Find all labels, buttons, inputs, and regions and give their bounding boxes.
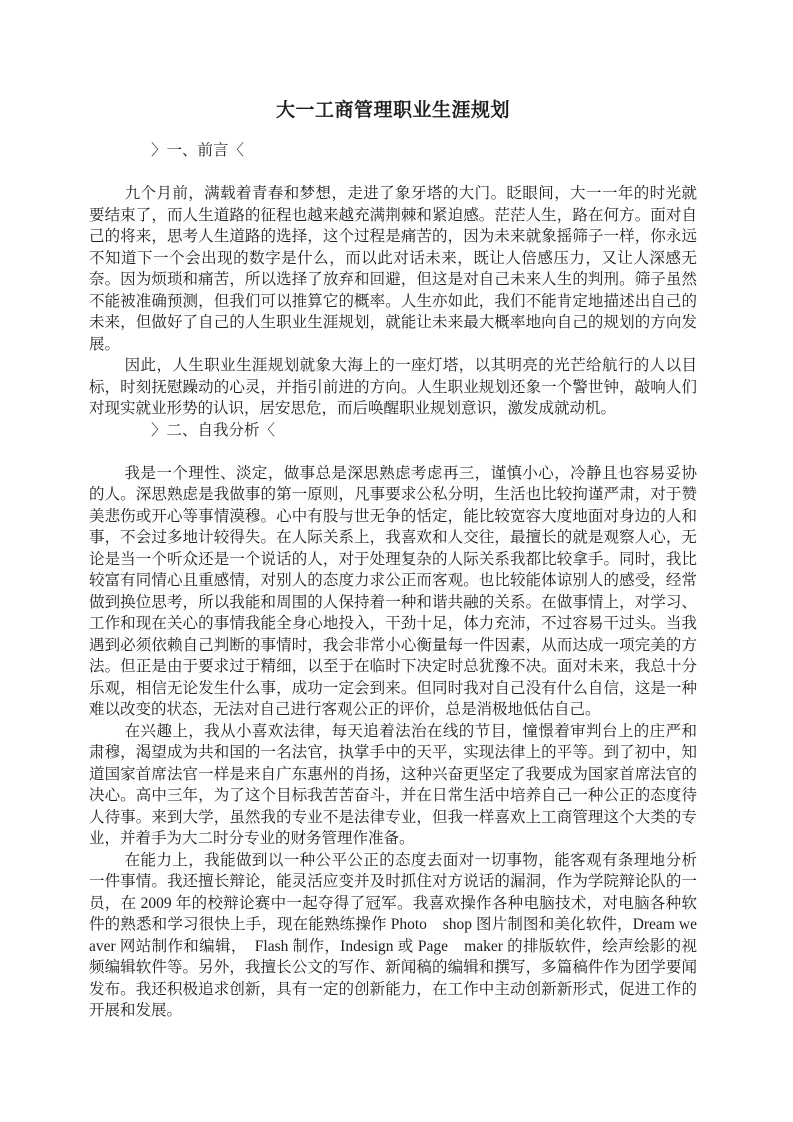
paragraph-personality: 我是一个理性、淡定，做事总是深思熟虑考虑再三，谨慎小心，冷静且也容易妥协的人。深思熟虑是我做事的第一原则，凡事要求公私分明，生活也比较拘谨严肃，对于赞美悲伤或开心等事情漠穆。心中有股与世无争的恬定，能比较宽容大度地面对身边的人和事，不会过多地计较得失。在人际关系上，我喜欢和人交往，最擅长的就是观察人心，无论是当一个听众还是一个说话的人，对于处理复杂的人际关系我都比较拿手。同时，我比较富有同情心且重感情，对别人的态度力求公正而客观。也比较能体谅别人的感受，经常做到换位思考，所以我能和周围的人保持着一种和谐共融的关系。在做事情上，对学习、工作和现在关心的事情我能全身心地投入，干劲十足，体力充沛，不过容易干过头。当我遇到必须依赖自己判断的事情时，我会非常小心衡量每一件因素，从而达成一项完美的方法。但正是由于要求过于精细，以至于在临时下决定时总犹豫不决。面对未来，我总十分乐观，相信无论发生什么事，成功一定会到来。但同时我对自己没有什么自信，这是一种难以改变的状态，无法对自己进行客观公正的评价，总是消极地低估自己。 <box>89 464 697 718</box>
paragraph-interests: 在兴趣上，我从小喜欢法律，每天追着法治在线的节目，憧憬着审判台上的庄严和肃穆，渴望成为共和国的一名法官，执掌手中的天平，实现法律上的平等。到了初中，知道国家首席法官一样是来自广东惠州的肖扬，这种兴奋更坚定了我要成为国家首席法官的决心。高中三年，为了这个目标我苦苦奋斗，并在日常生活中培养自己一种公正的态度待人待事。来到大学，虽然我的专业不是法律专业，但我一样喜欢上工商管理这个大类的专业，并着手为大二时分专业的财务管理作准备。 <box>89 722 697 847</box>
section-heading-foreword: 〉一、前言〈 <box>151 142 245 159</box>
blank-line <box>89 162 697 184</box>
paragraph-foreword-1: 九个月前，满载着青春和梦想，走进了象牙塔的大门。眨眼间，大一一年的时光就要结束了，而人生道路的征程也越来越充满荆棘和紧迫感。茫茫人生，路在何方。面对自己的将来，思考人生道路的选择，这个过程是痛苦的，因为未来就象摇筛子一样，你永远不知道下一个会出现的数字是什么，而以此对话未来，既让人倍感压力，又让人深感无奈。因为烦琐和痛苦，所以选择了放弃和回避，但这是对自己未来人生的判刑。筛子虽然不能被准确预测，但我们可以推算它的概率。人生亦如此，我们不能肯定地描述出自己的未来，但做好了自己的人生职业生涯规划，就能让未来最大概率地向自己的规划的方向发展。 <box>89 185 697 353</box>
blank-line <box>89 441 697 463</box>
section-heading-self-analysis: 〉二、自我分析〈 <box>151 421 276 439</box>
paragraph-abilities: 在能力上，我能做到以一种公平公正的态度去面对一切事物，能客观有条理地分析一件事情。我还擅长辩论，能灵活应变并及时抓住对方说话的漏洞，作为学院辩论队的一员，在 2009 年的校辩论赛中一起夺得了冠军。我喜欢操作各种电脑技术，对电脑各种软件的熟悉和学习很快上手，现在能熟练操作 Photo shop 图片制图和美化软件，Dream weaver 网站制作和编辑， Flash 制作，Indesign 或 Page maker 的排版软件，绘声绘影的视频编辑软件等。另外，我擅长公文的写作、新闻稿的编辑和撰写，多篇稿件作为团学要闻发布。我还积极追求创新，具有一定的创新能力，在工作中主动创新新形式，促进工作的开展和发展。 <box>89 851 697 1019</box>
document-title: 大一工商管理职业生涯规划 <box>275 100 510 121</box>
paragraph-foreword-2: 因此，人生职业生涯规划就象大海上的一座灯塔，以其明亮的光芒给航行的人以目标，时刻抚慰躁动的心灵，并指引前进的方向。人生职业规划还象一个警世钟，敲响人们对现实就业形势的认识，居安思危，而后唤醒职业规划意识，激发成就动机。 <box>89 357 697 417</box>
